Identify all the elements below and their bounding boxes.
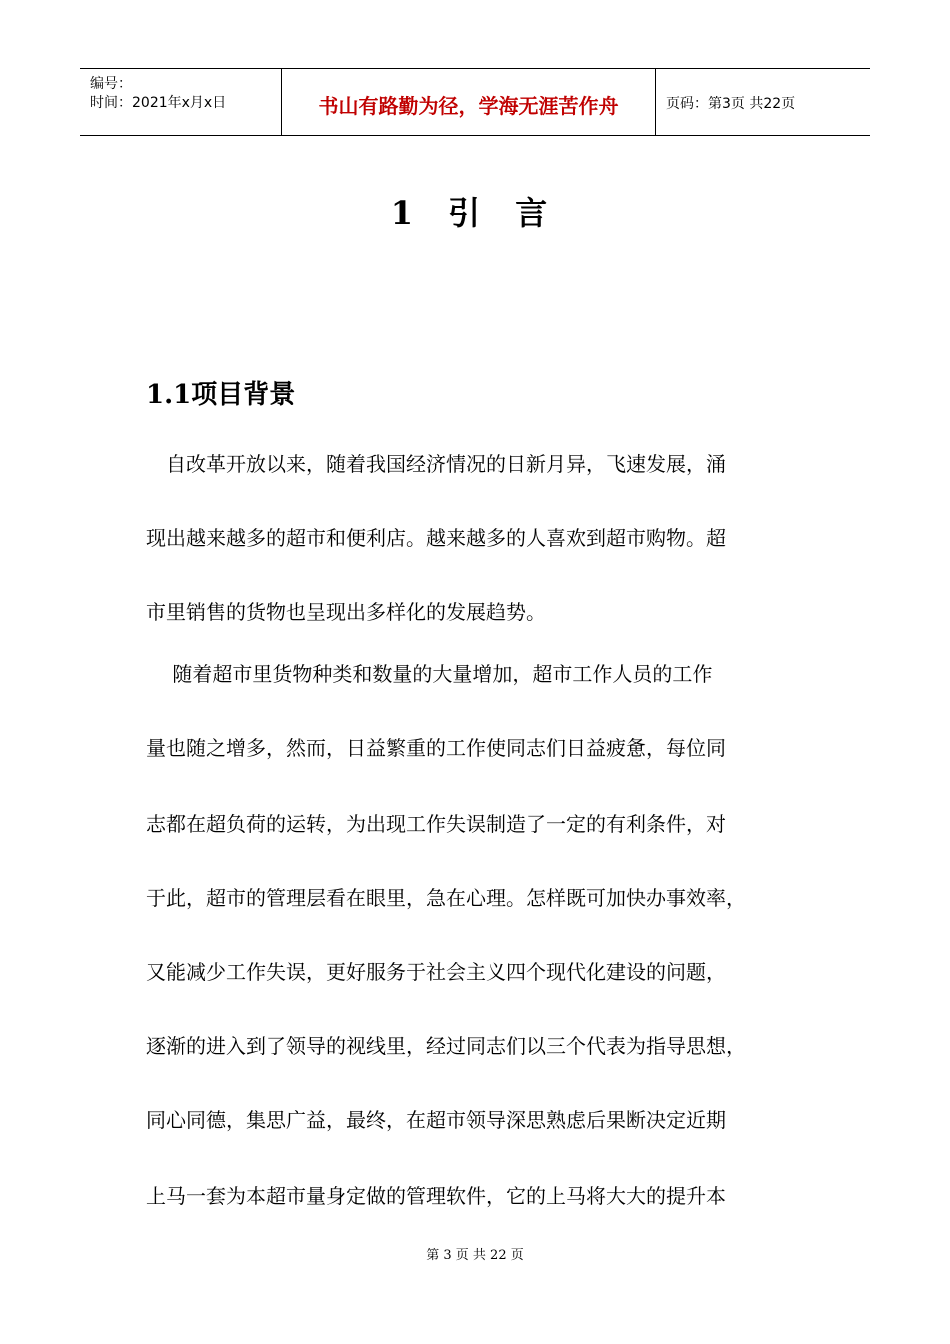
page-header bbox=[80, 68, 870, 136]
body-line: 志都在超负荷的运转，为出现工作失误制造了一定的有利条件，对 bbox=[146, 812, 726, 836]
document-number-label: 编号： bbox=[90, 76, 132, 92]
section-title: 1.1项目背景 bbox=[146, 380, 296, 410]
body-line: 上马一套为本超市量身定做的管理软件，它的上马将大大的提升本 bbox=[146, 1184, 726, 1208]
header-meta-cell bbox=[80, 69, 282, 135]
body-line: 自改革开放以来，随着我国经济情况的日新月异，飞速发展，涌 bbox=[146, 452, 726, 476]
body-line: 市里销售的货物也呈现出多样化的发展趋势。 bbox=[146, 600, 546, 624]
body-line: 逐渐的进入到了领导的视线里，经过同志们以三个代表为指导思想， bbox=[146, 1034, 746, 1058]
header-page-info: 页码：第3页 共22页 bbox=[666, 96, 796, 112]
body-line: 于此，超市的管理层看在眼里，急在心理。怎样既可加快办事效率， bbox=[146, 886, 746, 910]
body-line: 量也随之增多，然而，日益繁重的工作使同志们日益疲惫，每位同 bbox=[146, 736, 726, 760]
header-motto: 书山有路勤为径，学海无涯苦作舟 bbox=[282, 69, 656, 135]
body-line: 现出越来越多的超市和便利店。越来越多的人喜欢到超市购物。超 bbox=[146, 526, 726, 550]
body-line: 又能减少工作失误，更好服务于社会主义四个现代化建设的问题， bbox=[146, 960, 726, 984]
chapter-title: 1 引 言 bbox=[390, 194, 560, 232]
body-line: 随着超市里货物种类和数量的大量增加，超市工作人员的工作 bbox=[146, 662, 713, 686]
page-footer: 第 3 页 共 22 页 bbox=[426, 1248, 524, 1263]
document-date: 时间：2021年x月x日 bbox=[90, 95, 227, 111]
body-line: 同心同德，集思广益，最终，在超市领导深思熟虑后果断决定近期 bbox=[146, 1108, 726, 1132]
